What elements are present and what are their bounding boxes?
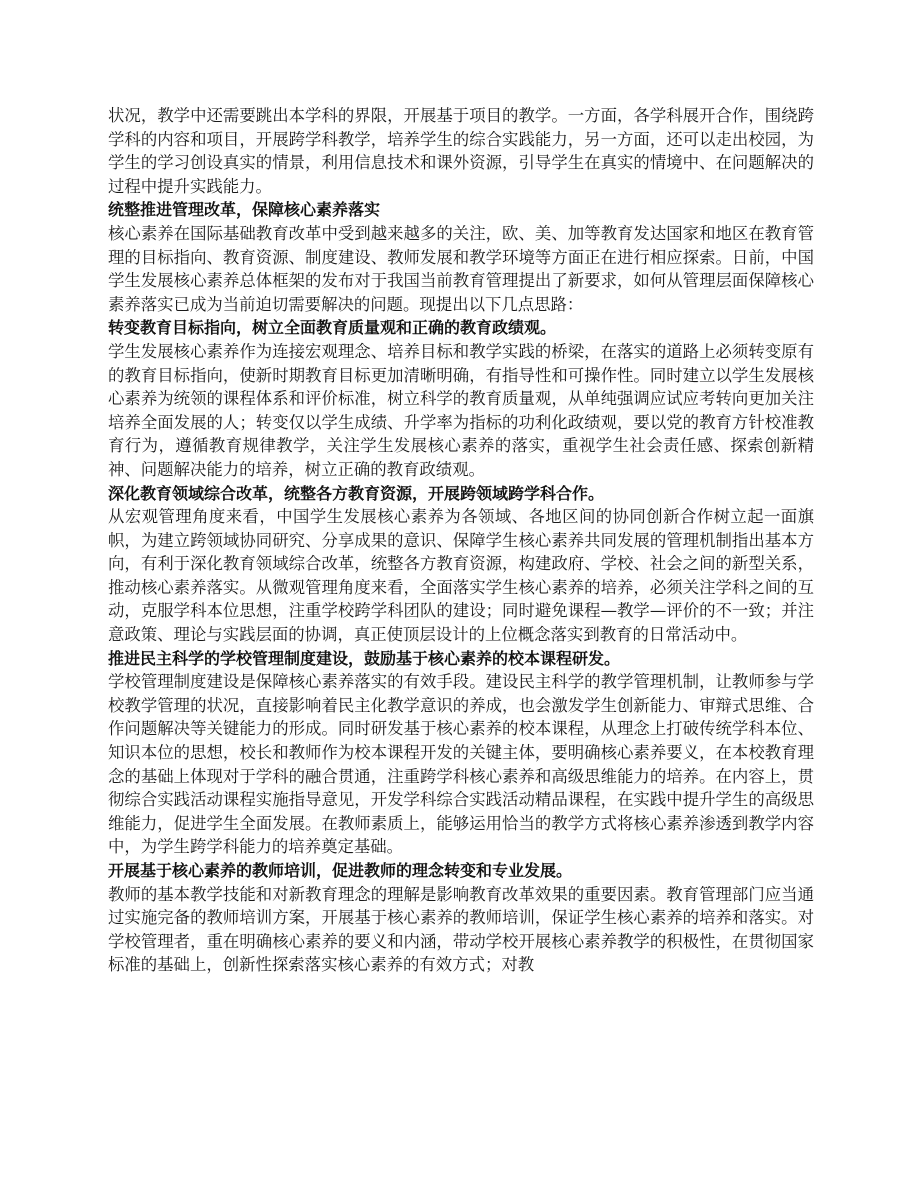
document-page [108, 104, 814, 977]
paragraph-management-intro: 核心素养在国际基础教育改革中受到越来越多的关注，欧、美、加等教育发达国家和地区在教育管理的目标指向、教育资源、制度建设、教师发展和教学环境等方面正在进行相应探索。日前，中国学生发展核心素养总体框架的发布对于我国当前教育管理提出了新要求，如何从管理层面保障核心素养落实已成为当前迫切需要解决的问题。现提出以下几点思路： [108, 223, 814, 314]
paragraph-school-management: 学校管理制度建设是保障核心素养落实的有效手段。建设民主科学的教学管理机制，让教师参与学校教学管理的状况，直接影响着民主化教学意识的养成，也会激发学生创新能力、审辩式思维、合作问题解决等关键能力的形成。同时研发基于核心素养的校本课程，从理念上打破传统学科本位、知识本位的思想，校长和教师作为校本课程开发的关键主体，要明确核心素养要义，在本校教育理念的基础上体现对于学科的融合贯通，注重跨学科核心素养和高级思维能力的培养。在内容上，贯彻综合实践活动课程实施指导意见，开发学科综合实践活动精品课程，在实践中提升学生的高级思维能力，促进学生全面发展。在教师素质上，能够运用恰当的教学方式将核心素养渗透到教学内容中，为学生跨学科能力的培养奠定基础。 [108, 672, 814, 857]
subheading-comprehensive-reform: 深化教育领域综合改革，统整各方教育资源，开展跨领域跨学科合作。 [108, 483, 605, 503]
paragraph-comprehensive-reform: 从宏观管理角度来看，中国学生发展核心素养为各领域、各地区间的协同创新合作树立起一面旗帜，为建立跨领域协同研究、分享成果的意识、保障学生核心素养共同发展的管理机制指出基本方向，有利于深化教育领域综合改革，统整各方教育资源，构建政府、学校、社会之间的新型关系，推动核心素养落实。从微观管理角度来看，全面落实学生核心素养的培养，必须关注学科之间的互动，克服学科本位思想，注重学校跨学科团队的建设；同时避免课程—教学—评价的不一致；并注意政策、理论与实践层面的协调，真正使顶层设计的上位概念落实到教育的日常活动中。 [108, 507, 814, 645]
paragraph-education-goals: 学生发展核心素养作为连接宏观理念、培养目标和教学实践的桥梁，在落实的道路上必须转变原有的教育目标指向，使新时期教育目标更加清晰明确，有指导性和可操作性。同时建立以学生发展核心素养为统领的课程体系和评价标准，树立科学的教育质量观，从单纯强调应试应考转向更加关注培养全面发展的人；转变仅以学生成绩、升学率为指标的功利化政绩观，要以党的教育方针校准教育行为，遵循教育规律教学，关注学生发展核心素养的落实，重视学生社会责任感、探索创新精神、问题解决能力的培养，树立正确的教育政绩观。 [108, 341, 814, 479]
paragraph-teacher-training: 教师的基本教学技能和对新教育理念的理解是影响教育改革效果的重要因素。教育管理部门应当通过实施完备的教师培训方案，开展基于核心素养的教师培训，保证学生核心素养的培养和落实。对学校管理者，重在明确核心素养的要义和内涵，带动学校开展核心素养教学的积极性，在贯彻国家标准的基础上，创新性探索落实核心素养的有效方式；对教 [108, 884, 814, 975]
subheading-education-goals: 转变教育目标指向，树立全面教育质量观和正确的教育政绩观。 [108, 318, 557, 338]
paragraph-project-based-teaching: 状况，教学中还需要跳出本学科的界限，开展基于项目的教学。一方面，各学科展开合作，围绕跨学科的内容和项目，开展跨学科教学，培养学生的综合实践能力，另一方面，还可以走出校园，为学生的学习创设真实的情景，利用信息技术和课外资源，引导学生在真实的情境中、在问题解决的过程中提升实践能力。 [108, 106, 814, 196]
section-heading-management-reform: 统整推进管理改革，保障核心素养落实 [108, 200, 381, 220]
subheading-school-management: 推进民主科学的学校管理制度建设，鼓励基于核心素养的校本课程研发。 [108, 648, 621, 668]
subheading-teacher-training: 开展基于核心素养的教师培训，促进教师的理念转变和专业发展。 [108, 861, 573, 880]
